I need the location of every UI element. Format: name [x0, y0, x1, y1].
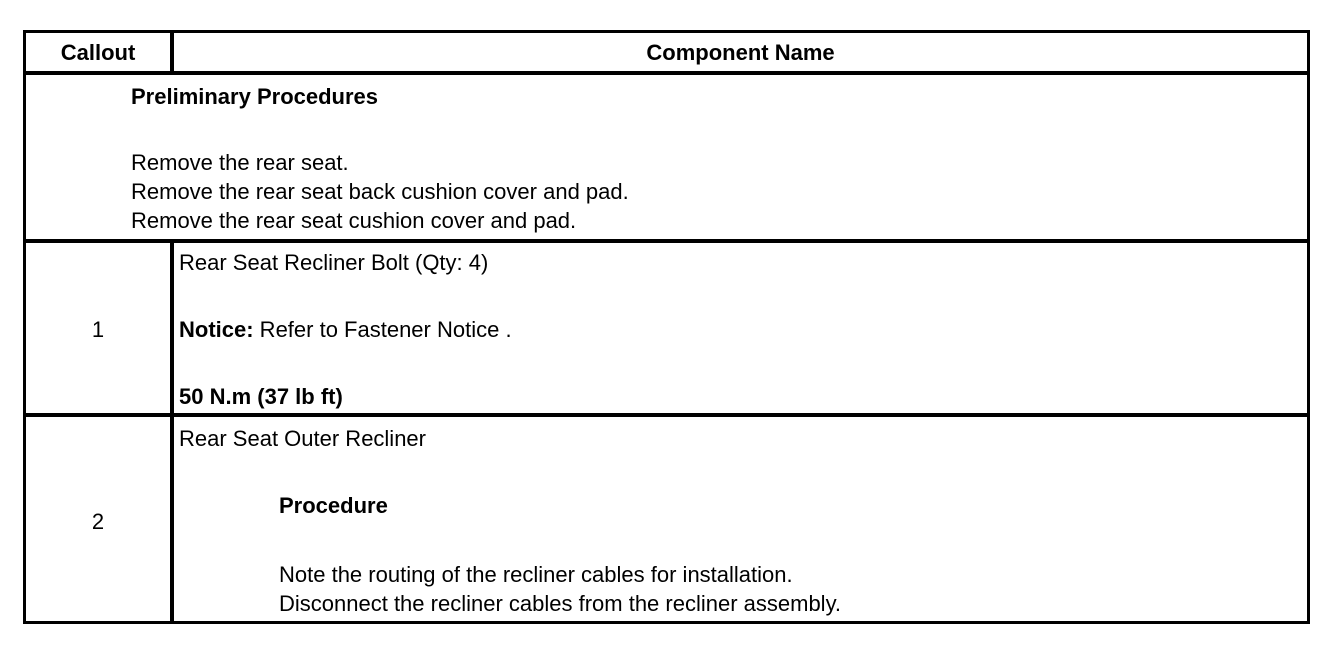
- row-2-procedure-step: Note the routing of the recliner cables for installation.: [279, 562, 793, 587]
- header-divider: [26, 71, 1307, 75]
- notice-label: Notice:: [179, 317, 254, 342]
- row-divider-2: [26, 413, 1307, 417]
- notice-text: Refer to Fastener Notice .: [253, 317, 512, 342]
- column-divider: [170, 239, 174, 621]
- preliminary-step: Remove the rear seat cushion cover and pad.: [131, 208, 577, 233]
- header-component-name: Component Name: [646, 40, 835, 65]
- row-1-component-name: Rear Seat Recliner Bolt (Qty: 4): [179, 250, 489, 275]
- row-2-procedure-title: Procedure: [279, 493, 388, 518]
- preliminary-title: Preliminary Procedures: [131, 84, 379, 109]
- preliminary-step: Remove the rear seat.: [131, 150, 349, 175]
- row-1-notice: [179, 316, 512, 344]
- row-2-callout: 2: [91, 509, 105, 534]
- row-1-torque: 50 N.m (37 lb ft): [179, 384, 343, 409]
- preliminary-step: Remove the rear seat back cushion cover and pad.: [131, 179, 629, 204]
- row-2-component-name: Rear Seat Outer Recliner: [179, 426, 426, 451]
- procedure-table: [23, 30, 1310, 624]
- row-divider-1: [26, 239, 1307, 243]
- row-2-procedure-step: Disconnect the recliner cables from the recliner assembly.: [279, 591, 842, 616]
- header-callout: Callout: [60, 40, 136, 65]
- row-1-callout: 1: [91, 317, 105, 342]
